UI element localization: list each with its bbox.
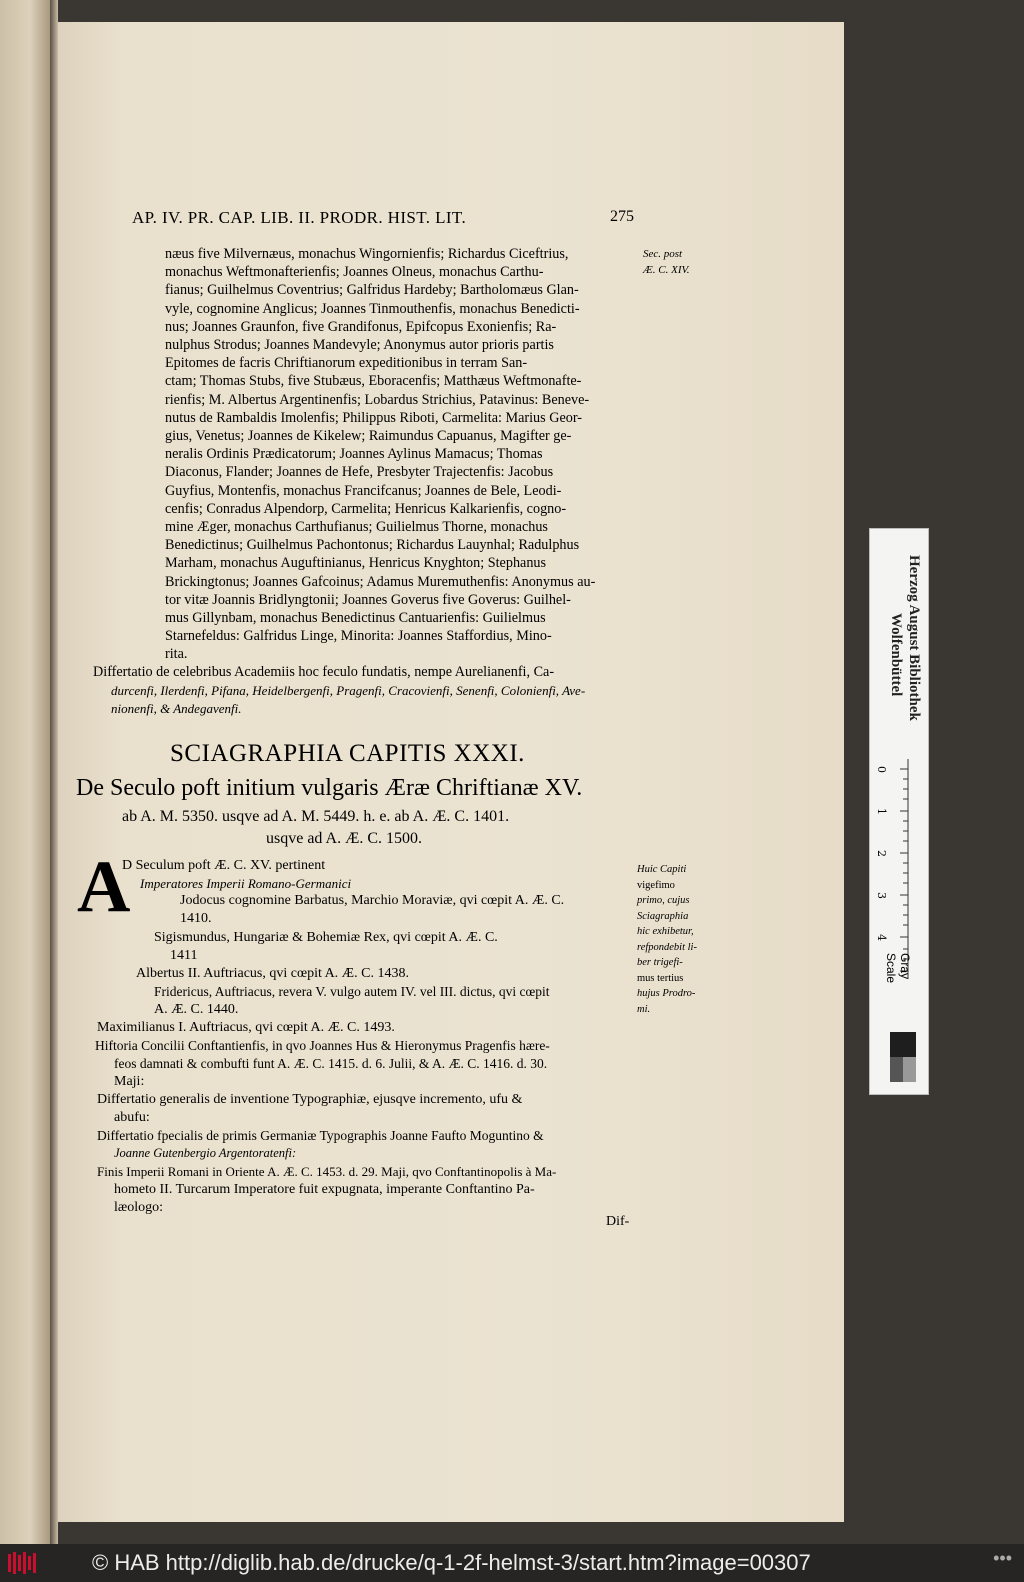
body-line: rienfis; M. Albertus Argentinenfis; Lobardus Strichius, Patavinus: Beneve- [165, 391, 590, 408]
entry-line: læologo: [114, 1200, 164, 1215]
ruler-icon [886, 759, 914, 979]
margin-note-2-line: Sciagraphia [637, 910, 689, 922]
entry-line: A. Æ. C. 1440. [154, 1002, 239, 1017]
entry-line: Albertus II. Auftriacus, qvi cœpit A. Æ. C. 1438. [136, 966, 409, 981]
entry-line: Fridericus, Auftriacus, revera V. vulgo autem IV. vel III. dictus, qvi cœpit [154, 984, 550, 999]
color-scale-card [869, 528, 929, 1095]
body-line: Epitomes de facris Chriftianorum expeditionibus in terram San- [165, 355, 528, 372]
drop-cap: A [77, 846, 131, 928]
entry-line: Sigismundus, Hungariæ & Bohemiæ Rex, qvi cœpit A. Æ. C. [154, 930, 498, 945]
dissertatio-line: nionenfi, & Andegavenfi. [111, 701, 242, 716]
entry-line: hometo II. Turcarum Imperatore fuit expugnata, imperante Conftantino Pa- [114, 1182, 535, 1197]
ruler-tick-label: 3 [875, 892, 888, 899]
body-line: cenfis; Conradus Alpendorp, Carmelita; Henricus Kalkarienfis, cogno- [165, 500, 567, 517]
margin-note-1 [643, 246, 690, 278]
catchword: Dif- [606, 1214, 630, 1229]
body-line: næus five Milvernæus, monachus Wingornienfis; Richardus Ciceftrius, [165, 246, 569, 262]
entry-line: Differtatio generalis de inventione Typographiæ, ejusqve incremento, ufu & [97, 1092, 523, 1107]
entry-line: D Seculum poft Æ. C. XV. pertinent [122, 858, 326, 873]
margin-note-2-line: mus tertius [637, 972, 684, 984]
section-dates-end: usqve ad A. Æ. C. 1500. [266, 830, 422, 847]
entry-line: feos damnati & combufti funt A. Æ. C. 1415. d. 6. Julii, & A. Æ. C. 1416. d. 30. [114, 1056, 548, 1071]
margin-note-2-line: mi. [637, 1003, 651, 1015]
entry-line: Maji: [114, 1074, 145, 1089]
body-line: Benedictinus; Guilhelmus Pachontonus; Richardus Lauynhal; Radulphus [165, 537, 580, 554]
entry-line: abufu: [114, 1110, 150, 1125]
entry-line: Joanne Gutenbergio Argentoratenfi: [114, 1146, 297, 1160]
body-line: tor vitæ Joannis Bridlyngtonii; Joannes Goverus five Goverus: Guilhel- [165, 591, 571, 608]
dissertatio-academiis [93, 663, 641, 719]
margin-note-1-line: Æ. C. XIV. [643, 264, 690, 276]
ruler-tick-label: 1 [875, 808, 888, 815]
page-number: 275 [610, 208, 634, 225]
body-line: Diaconus, Flander; Joannes de Hefe, Presbyter Trajectenfis: Jacobus [165, 464, 554, 481]
library-name: Herzog August Bibliothek [906, 555, 922, 721]
margin-note-2-line: hic exhibetur, [637, 926, 694, 937]
body-line: nulphus Strodus; Joannes Mandevyle; Anonymus autor prioris partis [165, 337, 554, 354]
section-title: SCIAGRAPHIA CAPITIS XXXI. [170, 740, 525, 767]
margin-note-2-line: primo, cujus [637, 895, 690, 906]
body-line: fianus; Guilhelmus Coventrius; Galfridus Hardeby; Bartholomæus Glan- [165, 282, 579, 299]
body-line: gius, Venetus; Joannes de Kikelew; Raimundus Capuanus, Magifter ge- [165, 428, 572, 445]
ruler-tick-label: 4 [875, 934, 888, 941]
left-page-edge [0, 0, 50, 1544]
body-line: rita. [165, 646, 188, 663]
margin-note-2-line: refpondebit li- [637, 941, 697, 953]
body-line: ctam; Thomas Stubs, five Stubæus, Eboracenfis; Matthæus Weftmonafte- [165, 373, 582, 390]
body-text [165, 245, 645, 664]
margin-note-2-line: hujus Prodro- [637, 988, 696, 999]
body-line: Marham, monachus Auguftinianus, Henricus Knyghton; Stephanus [165, 555, 547, 572]
entry-line: Differtatio fpecialis de primis Germaniæ Typographis Joanne Faufto Moguntino & [97, 1128, 544, 1143]
body-line: nutus de Rambaldis Imolenfis; Philippus Riboti, Carmelita: Marius Geor- [165, 409, 583, 426]
body-line: Brickingtonus; Joannes Gafcoinus; Adamus Muremuthenfis: Anonymus au- [165, 573, 596, 590]
section-subtitle: De Seculo poft initium vulgaris Æræ Chriftianæ XV. [76, 775, 583, 801]
entry-line: Finis Imperii Romani in Oriente A. Æ. C. 1453. d. 29. Maji, qvo Conftantinopolis à Ma- [97, 1164, 557, 1179]
source-link[interactable]: © HAB http://diglib.hab.de/drucke/q-1-2f-helmst-3/start.htm?image=00307 [92, 1550, 811, 1575]
running-header: AP. IV. PR. CAP. LIB. II. PRODR. HIST. LIT. [132, 208, 467, 227]
ruler-tick-label: 0 [875, 766, 888, 773]
body-line: nus; Joannes Graunfon, five Grandifonus, Epifcopus Exonienfis; Ra- [165, 318, 557, 335]
body-line: monachus Weftmonafterienfis; Joannes Olneus, monachus Carthu- [165, 264, 544, 281]
margin-note-1-line: Sec. post [643, 248, 683, 260]
margin-note-2-line: vigefimo [637, 879, 675, 891]
margin-note-2-line: Huic Capiti [637, 864, 687, 875]
hab-logo-icon [8, 1552, 38, 1574]
body-line: neralis Ordinis Prædicatorum; Joannes Aylinus Mamacus; Thomas [165, 446, 543, 463]
body-line: Guyfius, Montenfis, monachus Francifcanus; Joannes de Bele, Leodi- [165, 482, 562, 499]
body-line: Starnefeldus: Galfridus Linge, Minorita: Joannes Staffordius, Mino- [165, 628, 552, 645]
book-gutter [50, 0, 58, 1544]
entry-line: Jodocus cognomine Barbatus, Marchio Moraviæ, qvi cœpit A. Æ. C. [180, 893, 565, 908]
section-dates: ab A. M. 5350. usqve ad A. M. 5449. h. e. ab A. Æ. C. 1401. [122, 808, 510, 825]
dissertatio-line: Differtatio de celebribus Academiis hoc feculo fundatis, nempe Aurelianenfi, Ca- [93, 664, 555, 680]
body-line: vyle, cognomine Anglicus; Joannes Tinmouthenfis, monachus Benedicti- [165, 300, 580, 317]
gray-swatches [890, 1032, 916, 1082]
body-line: mus Gillynbam, monachus Benedictinus Cantuarienfis: Guilielmus [165, 610, 546, 627]
viewer-footer [0, 1544, 1024, 1582]
body-line: mine Æger, monachus Carthufianus; Guilielmus Thorne, monachus [165, 519, 548, 536]
library-city: Wolfenbüttel [888, 613, 904, 697]
margin-note-2-line: ber trigefi- [637, 957, 683, 968]
entry-line: 1411 [170, 948, 198, 963]
entry-line: Hiftoria Concilii Conftantienfis, in qvo Joannes Hus & Hieronymus Pragenfis hære- [95, 1038, 550, 1053]
entry-line: Maximilianus I. Auftriacus, qvi cœpit A. Æ. C. 1493. [97, 1020, 395, 1035]
gray-scale-label: Gray Scale [884, 953, 912, 984]
ruler-tick-label: 2 [875, 850, 888, 857]
entry-line: 1410. [180, 911, 212, 926]
margin-note-2 [637, 862, 713, 1017]
more-options-icon[interactable]: ••• [993, 1548, 1012, 1568]
entry-line: Imperatores Imperii Romano-Germanici [140, 876, 352, 891]
dissertatio-line: durcenfi, Ilerdenfi, Pifana, Heidelbergenfi, Pragenfi, Cracovienfi, Senenfi, Colonienfi, Ave- [111, 682, 586, 698]
